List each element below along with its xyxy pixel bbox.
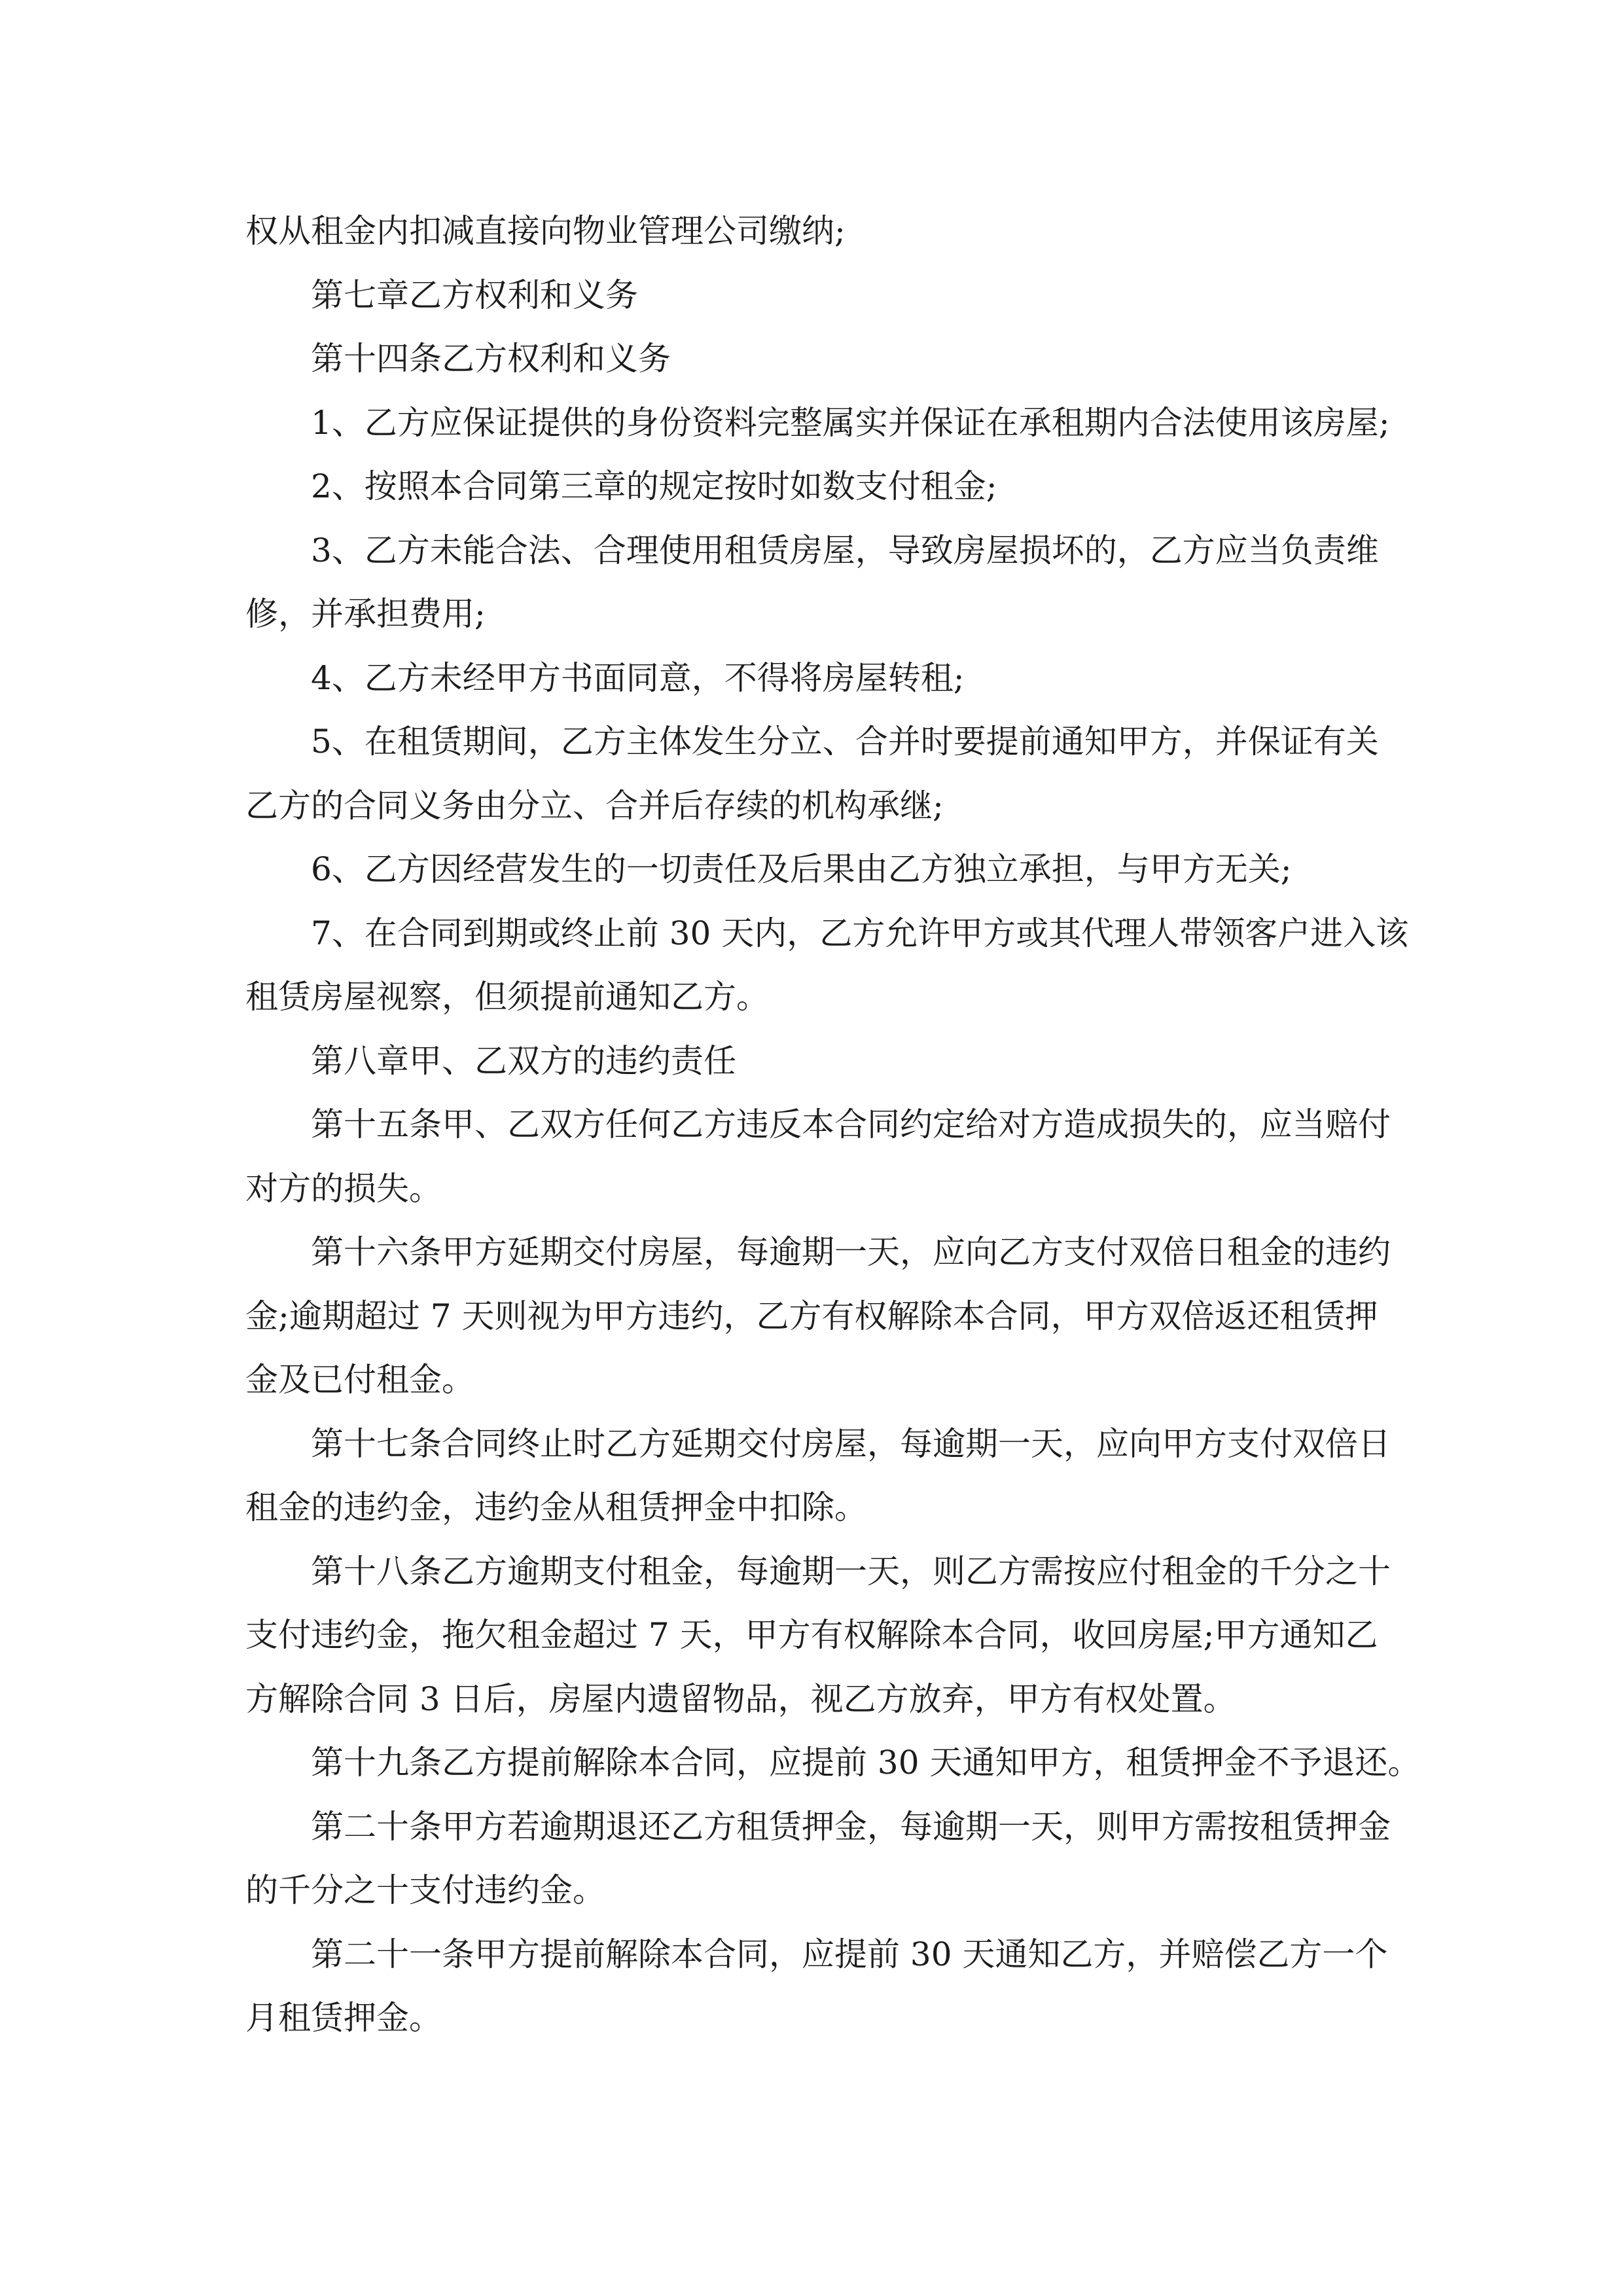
paragraph (245, 647, 1384, 711)
paragraph (245, 391, 1390, 456)
text-line: 6、乙方因经营发生的一切责任及后果由乙方独立承担，与甲方无关; (311, 850, 1292, 888)
text-line: 第八章甲、乙双方的违约责任 (311, 1041, 736, 1080)
text-line: 4、乙方未经甲方书面同意，不得将房屋转租; (311, 658, 965, 697)
text-line: 5、在租赁期间，乙方主体发生分立、合并时要提前通知甲方，并保证有关 (311, 723, 1379, 761)
text-line: 月租赁押金。 (245, 1999, 442, 2037)
paragraph (245, 200, 1384, 264)
paragraph (245, 1093, 1391, 1221)
text-line: 第十五条甲、乙双方任何乙方违反本合同约定给对方造成损失的，应当赔付 (311, 1105, 1391, 1143)
text-line: 租赁房屋视察，但须提前通知乙方。 (245, 978, 769, 1016)
paragraph (245, 519, 1384, 647)
text-line: 第七章乙方权利和义务 (311, 276, 638, 314)
text-line: 修，并承担费用; (245, 595, 486, 633)
text-line: 支付违约金，拖欠租金超过 7 天，甲方有权解除本合同，收回房屋;甲方通知乙 (245, 1616, 1378, 1654)
text-line: 7、在合同到期或终止前 30 天内，乙方允许甲方或其代理人带领客户进入该 (311, 914, 1409, 952)
text-line: 第十六条甲方延期交付房屋，每逾期一天，应向乙方支付双倍日租金的违约 (311, 1233, 1391, 1271)
text-line: 第十八条乙方逾期支付租金，每逾期一天，则乙方需按应付租金的千分之十 (311, 1552, 1391, 1590)
paragraph (245, 838, 1384, 902)
paragraph (245, 710, 1384, 838)
text-line: 1、乙方应保证提供的身份资料完整属实并保证在承租期内合法使用该房屋; (311, 403, 1390, 442)
text-line: 乙方的合同义务由分立、合并后存续的机构承继; (245, 786, 944, 825)
text-line: 2、按照本合同第三章的规定按时如数支付租金; (311, 467, 997, 505)
text-line: 权从租金内扣减直接向物业管理公司缴纳; (245, 212, 846, 250)
text-line: 第二十条甲方若逾期退还乙方租赁押金，每逾期一天，则甲方需按租赁押金 (311, 1807, 1391, 1846)
text-line: 第十九条乙方提前解除本合同，应提前 30 天通知甲方，租赁押金不予退还。 (311, 1744, 1421, 1782)
text-line: 租金的违约金，违约金从租赁押金中扣除。 (245, 1488, 867, 1526)
paragraph (245, 327, 1384, 391)
paragraph (245, 1731, 1421, 1795)
paragraph (245, 264, 1384, 328)
text-line: 第十四条乙方权利和义务 (311, 340, 671, 378)
paragraph (245, 1540, 1391, 1732)
text-line: 的千分之十支付违约金。 (245, 1871, 605, 1909)
paragraph (245, 1030, 1384, 1094)
text-line: 第二十一条甲方提前解除本合同，应提前 30 天通知乙方，并赔偿乙方一个 (311, 1935, 1388, 1973)
text-line: 第十七条合同终止时乙方延期交付房屋，每逾期一天，应向甲方支付双倍日 (311, 1424, 1391, 1463)
paragraph (245, 455, 1384, 519)
paragraph (245, 1795, 1391, 1923)
document-page (245, 200, 1421, 2051)
paragraph (245, 902, 1409, 1030)
text-line: 3、乙方未能合法、合理使用租赁房屋，导致房屋损坏的，乙方应当负责维 (311, 531, 1379, 569)
paragraph (245, 1221, 1391, 1412)
text-line: 金;逾期超过 7 天则视为甲方违约，乙方有权解除本合同，甲方双倍返还租赁押 (245, 1297, 1378, 1335)
text-line: 方解除合同 3 日后，房屋内遗留物品，视乙方放弃，甲方有权处置。 (245, 1679, 1236, 1718)
text-line: 金及已付租金。 (245, 1361, 474, 1399)
paragraph (245, 1923, 1388, 2051)
paragraph (245, 1412, 1391, 1540)
text-line: 对方的损失。 (245, 1169, 442, 1208)
